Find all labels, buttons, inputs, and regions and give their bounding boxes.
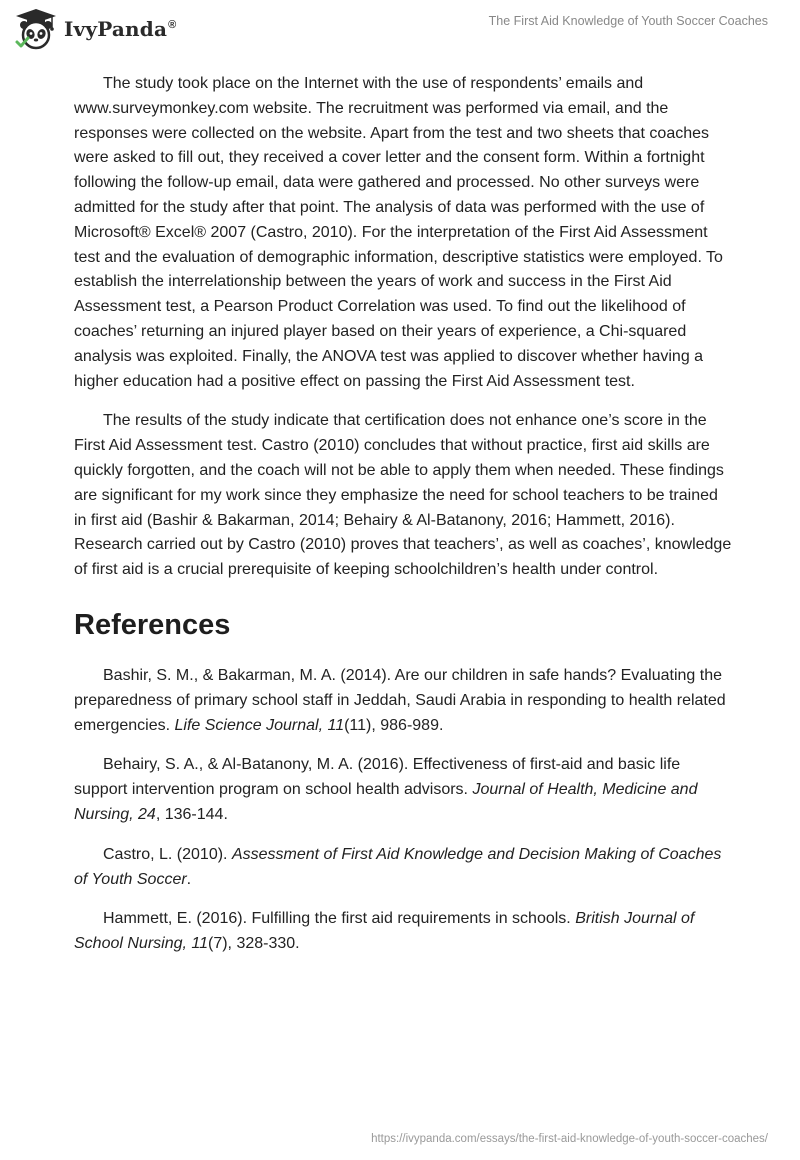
references-heading: References [74, 608, 231, 641]
running-title: The First Aid Knowledge of Youth Soccer Coaches [488, 14, 768, 28]
essay-content [74, 72, 734, 972]
panda-logo-icon [14, 8, 58, 50]
reference-item-bashir: Bashir, S. M., & Bakarman, M. A. (2014). Are our children in safe hands? Evaluating the preparedness of primary school staff in Jeddah, Saudi Arabia in responding to health related emergencies. Life Science Journal, 11(11), 986-989. [74, 666, 726, 734]
ivypanda-logo[interactable] [14, 8, 176, 50]
footer-url[interactable]: https://ivypanda.com/essays/the-first-aid-knowledge-of-youth-soccer-coaches/ [371, 1133, 768, 1145]
reference-item-hammett: Hammett, E. (2016). Fulfilling the first aid requirements in schools. British Journal of School Nursing, 11(7), 328-330. [74, 910, 695, 953]
reference-item-behairy: Behairy, S. A., & Al-Batanony, M. A. (2016). Effectiveness of first-aid and basic life support intervention program on school health advisors. Journal of Health, Medicine and Nursing, 24, 136-144. [74, 756, 698, 823]
reference-item-castro: Castro, L. (2010). Assessment of First Aid Knowledge and Decision Making of Coaches of Youth Soccer. [74, 845, 722, 888]
page-header [0, 0, 800, 60]
body-paragraph-1: The study took place on the Internet with the use of respondents’ emails and www.surveymonkey.com website. The recruitment was performed via email, and the responses were collected on the website. Apart from the test and two sheets that coaches were asked to fill out, they received a cover letter and the consent form. Within a fortnight following the follow-up email, data were gathered and processed. No other surveys were admitted for the study after that point. The analysis of data was performed with the use of Microsoft® Excel® 2007 (Castro, 2010). For the interpretation of the First Aid Assessment test and the evaluation of demographic information, descriptive statistics were employed. To establish the interrelationship between the years of work and success in the First Aid Assessment test, a Pearson Product Correlation was used. To find out the likelihood of coaches’ returning an injured player based on their years of experience, a Chi-squared analysis was exploited. Finally, the ANOVA test was applied to discover whether having a higher education had a positive effect on passing the First Aid Assessment test. [74, 75, 723, 390]
logo-text: IvyPanda® [64, 17, 177, 41]
body-paragraph-2: The results of the study indicate that certification does not enhance one’s score in the First Aid Assessment test. Castro (2010) concludes that without practice, first aid skills are quickly forgotten, and the coach will not be able to apply them when needed. These findings are significant for my work since they emphasize the need for school teachers to be trained in first aid (Bashir & Bakarman, 2014; Behairy & Al-Batanony, 2016; Hammett, 2016). Research carried out by Castro (2010) proves that teachers’, as well as coaches’, knowledge of first aid is a crucial prerequisite of keeping schoolchildren’s health under control. [74, 412, 732, 579]
